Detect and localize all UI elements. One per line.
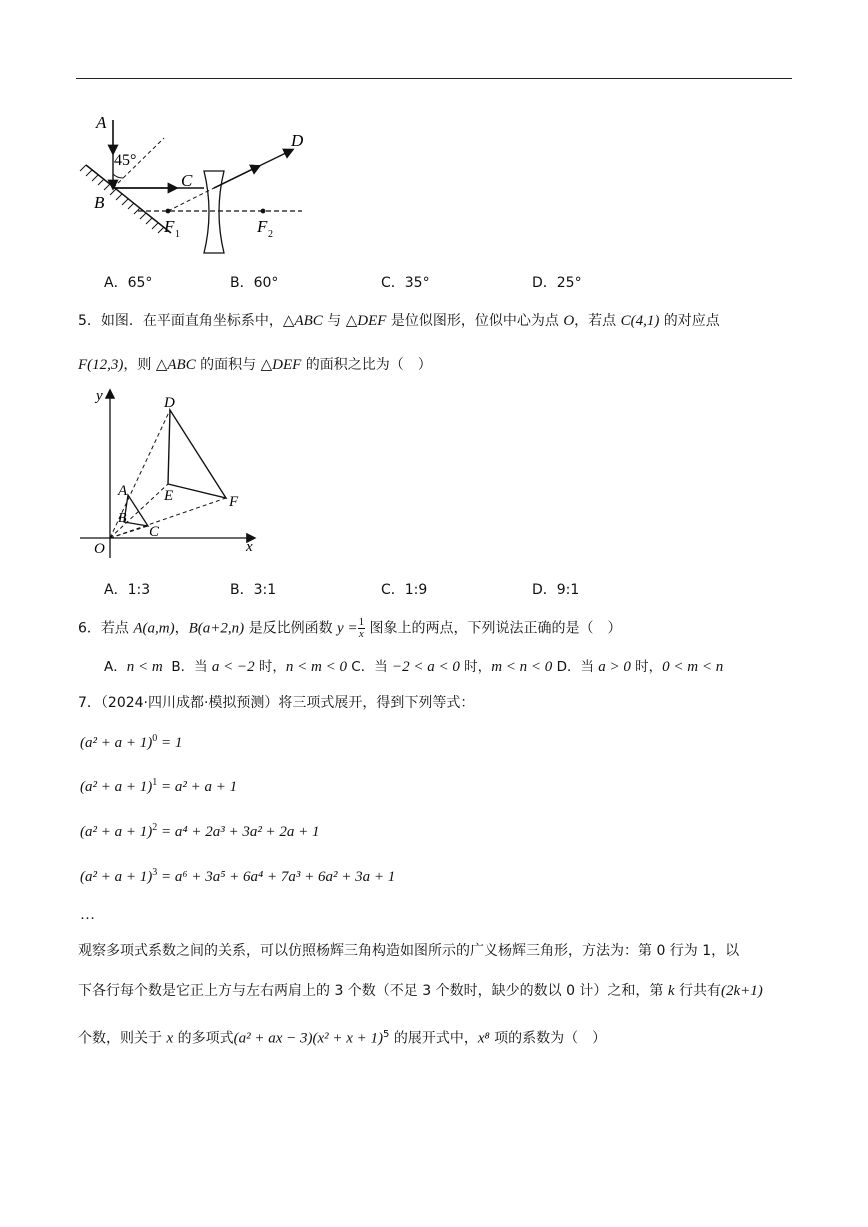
equation-2: $(a^2 + a + 1)^2 = a^4 + 2a^3 + 3a^2 + 2a + 1$ <box>80 822 320 840</box>
label-a: A <box>118 483 128 499</box>
equation-1: $(a^2 + a + 1)^1 = a^2 + a + 1$ <box>80 777 238 795</box>
q6-option-c[interactable]: C．当 −2 < a < 0 时，m < n < 0 <box>351 659 553 675</box>
label-y: y <box>96 388 103 404</box>
q6-option-b[interactable]: B．当 a < −2 时，n < m < 0 <box>171 659 347 675</box>
function-fraction: $\frac{1}{x}$ <box>358 616 365 640</box>
label-c: C <box>149 524 160 540</box>
q6-options <box>104 657 723 677</box>
optics-figure <box>76 108 316 258</box>
q6-option-a[interactable]: A．n < m <box>104 659 163 675</box>
label-c: C <box>181 171 193 190</box>
ellipsis: … <box>80 907 95 923</box>
q7-paragraph-line2: 下各行每个数是它正上方与左右两肩上的 3 个数（不足 3 个数时，缺少的数以 0 计）之和，第 k 行共有(2k+1) <box>78 983 763 999</box>
q5-option-a[interactable]: A．1:3 <box>104 582 151 598</box>
label-f1-sub: 1 <box>175 229 180 240</box>
q5-line1: 5．如图．在平面直角坐标系中，△ABC 与 △DEF 是位似图形，位似中心为点 O，若点 C(4,1) 的对应点 <box>78 313 720 329</box>
label-f2-sub: 2 <box>268 229 273 240</box>
equation-3: $(a^2 + a + 1)^3 = a^6 + 3a^5 + 6a^4 + 7a^3 + 6a^2 + 3a + 1$ <box>80 867 396 885</box>
label-b: B <box>94 193 105 212</box>
q5-option-d[interactable]: D．9:1 <box>532 582 580 598</box>
triangle-def <box>168 410 226 498</box>
label-b: B <box>118 511 127 526</box>
label-f2: F <box>257 217 268 236</box>
label-angle: 45° <box>114 152 137 169</box>
header-rule <box>76 78 792 79</box>
q6-option-d[interactable]: D．当 a > 0 时，0 < m < n <box>556 659 724 675</box>
equation-0: $(a^2 + a + 1)^0 = 1$ <box>80 733 183 751</box>
label-d: D <box>291 131 304 150</box>
q5-option-b[interactable]: B．3:1 <box>230 582 277 598</box>
q4-option-d[interactable]: D．25° <box>532 275 582 291</box>
label-d: D <box>164 395 175 411</box>
q4-option-b[interactable]: B．60° <box>230 275 279 291</box>
q4-option-a[interactable]: A．65° <box>104 275 153 291</box>
extension-dashed <box>168 188 214 211</box>
concave-lens <box>204 171 224 253</box>
q6-stem: 6．若点 A(a,m)，B(a+2,n) 是反比例函数 y = $\frac{1}{x}$ 图象上的两点，下列说法正确的是（ ） <box>78 616 622 640</box>
q5-option-c[interactable]: C．1:9 <box>381 582 428 598</box>
q5-line2: F(12,3)，则 △ABC 的面积与 △DEF 的面积之比为（ ） <box>78 357 432 373</box>
q4-option-c[interactable]: C．35° <box>381 275 430 291</box>
label-x: x <box>246 539 253 555</box>
homothety-figure <box>78 383 268 563</box>
q7-intro: 7．（2024·四川成都·模拟预测）将三项式展开，得到下列等式： <box>78 695 475 711</box>
label-o: O <box>94 541 105 557</box>
label-f: F <box>229 494 239 510</box>
q7-paragraph-line1: 观察多项式系数之间的关系，可以仿照杨辉三角构造如图所示的广义杨辉三角形，方法为：第 0 行为 1，以 <box>78 943 740 959</box>
label-f1: F <box>164 217 175 236</box>
q7-paragraph-line3: 个数，则关于 x 的多项式(a² + ax − $3)(x^2 + x + 1)^5$ 的展开式中，x⁸ 项的系数为（ ） <box>78 1029 607 1047</box>
label-e: E <box>164 488 174 504</box>
label-a: A <box>96 113 107 132</box>
